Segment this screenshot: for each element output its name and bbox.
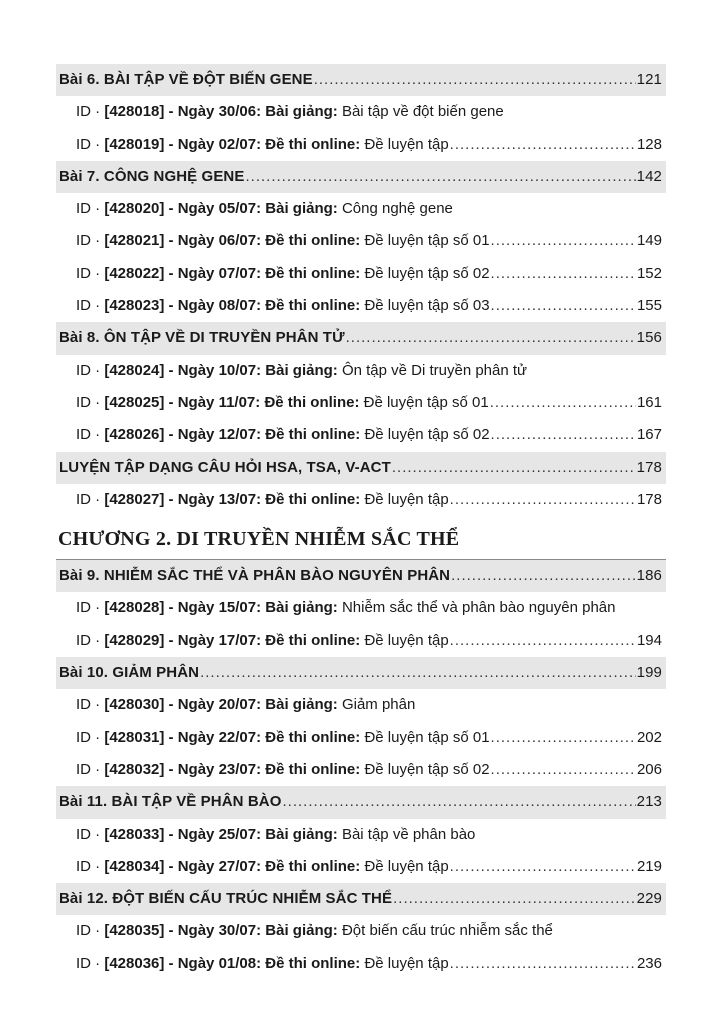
lesson-title: Bài 10. GIẢM PHÂN (59, 664, 200, 682)
page-number: 142 (636, 167, 662, 185)
entry-title (76, 225, 490, 257)
entry-text: Bài tập về đột biến gene (337, 103, 504, 121)
dot-leader (392, 452, 636, 484)
dot-leader (393, 883, 636, 915)
entry-title (76, 851, 449, 883)
page-number: 229 (636, 890, 662, 908)
dot-leader (450, 948, 636, 980)
toc-entry-row[interactable] (56, 915, 666, 947)
page-number: 202 (636, 728, 662, 746)
entry-date: - Ngày 25/07: (164, 825, 262, 843)
entry-date: - Ngày 06/07: (164, 232, 262, 250)
entry-kind: Bài giảng: (261, 599, 338, 617)
lesson-title: Bài 12. ĐỘT BIẾN CẤU TRÚC NHIỄM SẮC THỂ (59, 890, 393, 908)
entry-text: Đề luyện tập số 02 (360, 760, 490, 778)
entry-id-label: ID · (76, 200, 105, 218)
entry-date: - Ngày 01/08: (164, 954, 262, 972)
entry-kind: Bài giảng: (261, 200, 338, 218)
toc-lesson-row[interactable] (56, 883, 666, 915)
entry-title (76, 258, 490, 290)
toc-entry-row[interactable] (56, 948, 666, 980)
entry-id-label: ID · (76, 922, 105, 940)
entry-kind: Đề thi online: (261, 728, 361, 746)
toc-lesson-row[interactable] (56, 560, 666, 592)
entry-id-code: [428018] (104, 103, 165, 121)
page-number: 219 (636, 857, 662, 875)
toc-entry-row[interactable] (56, 754, 666, 786)
page-number: 128 (636, 135, 662, 153)
entry-id-code: [428035] (104, 922, 165, 940)
entry-id-code: [428029] (104, 631, 165, 649)
entry-id-code: [428026] (104, 426, 165, 444)
toc-lesson-row[interactable] (56, 786, 666, 818)
lesson-title: Bài 11. BÀI TẬP VỀ PHÂN BÀO (59, 793, 282, 811)
entry-date: - Ngày 30/06: (164, 103, 262, 121)
entry-text: Bài tập về phân bào (337, 825, 476, 843)
entry-date: - Ngày 11/07: (164, 393, 261, 411)
entry-title (76, 355, 527, 387)
toc-lesson-row[interactable] (56, 64, 666, 96)
toc-entry-row[interactable] (56, 258, 666, 290)
toc-entry-row[interactable] (56, 689, 666, 721)
page-number: 161 (636, 393, 662, 411)
entry-date: - Ngày 15/07: (164, 599, 262, 617)
dot-leader (200, 657, 636, 689)
toc-lesson-row[interactable] (56, 657, 666, 689)
entry-title (76, 419, 490, 451)
entry-id-label: ID · (76, 361, 105, 379)
page-number: 152 (636, 264, 662, 282)
dot-leader (491, 258, 636, 290)
entry-kind: Bài giảng: (261, 361, 338, 379)
entry-id-label: ID · (76, 232, 105, 250)
entry-text: Đề luyện tập (360, 954, 449, 972)
entry-id-label: ID · (76, 631, 105, 649)
entry-title (76, 96, 504, 128)
entry-text: Đề luyện tập số 01 (360, 728, 490, 746)
lesson-title: Bài 7. CÔNG NGHỆ GENE (59, 167, 245, 185)
entry-id-code: [428034] (104, 857, 165, 875)
entry-text: Đề luyện tập (360, 857, 449, 875)
toc-entry-row[interactable] (56, 625, 666, 657)
entry-date: - Ngày 17/07: (164, 631, 262, 649)
page-number: 149 (636, 232, 662, 250)
entry-title (76, 129, 449, 161)
entry-id-label: ID · (76, 825, 105, 843)
dot-leader (450, 129, 636, 161)
entry-id-label: ID · (76, 103, 105, 121)
entry-id-code: [428024] (104, 361, 165, 379)
entry-id-code: [428032] (104, 760, 165, 778)
entry-id-code: [428025] (104, 393, 165, 411)
page-number: 167 (636, 426, 662, 444)
entry-text: Đề luyện tập (360, 490, 449, 508)
toc-entry-row[interactable] (56, 851, 666, 883)
entry-text: Đề luyện tập (360, 631, 449, 649)
page-number: 156 (636, 329, 662, 347)
dot-leader (491, 290, 636, 322)
entry-date: - Ngày 13/07: (164, 490, 262, 508)
entry-id-code: [428033] (104, 825, 165, 843)
entry-kind: Bài giảng: (261, 922, 338, 940)
dot-leader (450, 851, 636, 883)
entry-kind: Đề thi online: (261, 954, 361, 972)
dot-leader (314, 64, 636, 96)
entry-id-code: [428022] (104, 264, 165, 282)
page-number: 206 (636, 760, 662, 778)
toc-entry-row[interactable] (56, 225, 666, 257)
entry-text: Ôn tập về Di truyền phân tử (337, 361, 528, 379)
entry-title (76, 722, 490, 754)
entry-text: Đột biến cấu trúc nhiễm sắc thể (337, 922, 553, 940)
dot-leader (346, 322, 636, 354)
entry-text: Đề luyện tập số 01 (360, 232, 490, 250)
entry-date: - Ngày 27/07: (164, 857, 262, 875)
entry-id-code: [428021] (104, 232, 165, 250)
entry-text: Đề luyện tập số 01 (359, 393, 489, 411)
entry-id-label: ID · (76, 135, 105, 153)
entry-date: - Ngày 30/07: (164, 922, 262, 940)
entry-id-label: ID · (76, 857, 105, 875)
entry-id-label: ID · (76, 728, 105, 746)
table-of-contents (56, 64, 666, 980)
entry-id-code: [428030] (104, 696, 165, 714)
entry-id-code: [428031] (104, 728, 165, 746)
lesson-title: Bài 9. NHIỄM SẮC THỂ VÀ PHÂN BÀO NGUYÊN PHÂN (59, 567, 451, 585)
entry-text: Đề luyện tập số 02 (360, 426, 490, 444)
toc-entry-row[interactable] (56, 193, 666, 225)
entry-text: Nhiễm sắc thể và phân bào nguyên phân (337, 599, 616, 617)
entry-date: - Ngày 02/07: (164, 135, 262, 153)
entry-date: - Ngày 23/07: (164, 760, 262, 778)
entry-id-code: [428027] (104, 490, 165, 508)
entry-kind: Đề thi online: (261, 232, 361, 250)
toc-lesson-row[interactable] (56, 322, 666, 354)
lesson-title: LUYỆN TẬP DẠNG CÂU HỎI HSA, TSA, V-ACT (59, 458, 391, 476)
toc-lesson-row[interactable] (56, 161, 666, 193)
entry-date: - Ngày 05/07: (164, 200, 262, 218)
entry-kind: Bài giảng: (261, 825, 338, 843)
toc-lesson-row[interactable] (56, 452, 666, 484)
entry-title (76, 290, 490, 322)
dot-leader (491, 722, 636, 754)
page-number: 186 (636, 567, 662, 585)
dot-leader (491, 754, 636, 786)
entry-id-code: [428020] (104, 200, 165, 218)
page-number: 194 (636, 631, 662, 649)
entry-id-code: [428036] (104, 954, 165, 972)
entry-kind: Đề thi online: (261, 264, 361, 282)
entry-text: Đề luyện tập số 02 (360, 264, 490, 282)
toc-entry-row[interactable] (56, 96, 666, 128)
lesson-title: Bài 6. BÀI TẬP VỀ ĐỘT BIẾN GENE (59, 71, 313, 88)
entry-title (76, 193, 453, 225)
dot-leader (491, 225, 636, 257)
entry-id-label: ID · (76, 760, 105, 778)
entry-id-label: ID · (76, 490, 105, 508)
entry-id-code: [428019] (104, 135, 165, 153)
entry-date: - Ngày 20/07: (164, 696, 262, 714)
entry-date: - Ngày 10/07: (164, 361, 262, 379)
toc-entry-row[interactable] (56, 290, 666, 322)
dot-leader (490, 387, 636, 419)
entry-kind: Đề thi online: (261, 857, 361, 875)
page-number: 213 (636, 793, 662, 811)
dot-leader (282, 786, 635, 818)
entry-kind: Đề thi online: (260, 393, 360, 411)
entry-kind: Đề thi online: (261, 426, 361, 444)
page-number: 178 (636, 458, 662, 476)
dot-leader (450, 625, 636, 657)
entry-date: - Ngày 22/07: (164, 728, 262, 746)
toc-entry-row[interactable] (56, 484, 666, 516)
toc-entry-row[interactable] (56, 722, 666, 754)
entry-title (76, 484, 449, 516)
entry-id-label: ID · (76, 426, 105, 444)
entry-id-label: ID · (76, 954, 105, 972)
entry-title (76, 819, 475, 851)
page-number: 121 (636, 71, 662, 88)
entry-date: - Ngày 08/07: (164, 297, 262, 315)
entry-kind: Đề thi online: (261, 760, 361, 778)
entry-id-label: ID · (76, 696, 105, 714)
dot-leader (491, 419, 636, 451)
entry-date: - Ngày 12/07: (164, 426, 262, 444)
entry-id-code: [428023] (104, 297, 165, 315)
entry-title (76, 948, 449, 980)
entry-date: - Ngày 07/07: (164, 264, 262, 282)
entry-id-label: ID · (76, 599, 105, 617)
entry-id-label: ID · (76, 297, 105, 315)
toc-entry-row[interactable] (56, 419, 666, 451)
page-number: 178 (636, 490, 662, 508)
entry-id-label: ID · (76, 393, 105, 411)
page-number: 236 (636, 954, 662, 972)
entry-title (76, 754, 490, 786)
chapter-heading: CHƯƠNG 2. DI TRUYỀN NHIỄM SẮC THỂ (56, 516, 666, 560)
entry-kind: Bài giảng: (261, 696, 338, 714)
entry-title (76, 387, 489, 419)
page-number: 199 (636, 664, 662, 682)
dot-leader (245, 161, 635, 193)
entry-kind: Đề thi online: (261, 297, 361, 315)
entry-kind: Đề thi online: (261, 135, 361, 153)
entry-title (76, 625, 449, 657)
entry-text: Đề luyện tập (360, 135, 449, 153)
entry-text: Đề luyện tập số 03 (360, 297, 490, 315)
toc-entry-row[interactable] (56, 387, 666, 419)
entry-kind: Đề thi online: (261, 631, 361, 649)
toc-entry-row[interactable] (56, 355, 666, 387)
entry-title (76, 915, 553, 947)
entry-kind: Đề thi online: (261, 490, 361, 508)
entry-title (76, 689, 415, 721)
page-number: 155 (636, 297, 662, 315)
entry-text: Công nghệ gene (337, 200, 453, 218)
lesson-title: Bài 8. ÔN TẬP VỀ DI TRUYỀN PHÂN TỬ (59, 329, 345, 347)
toc-entry-row[interactable] (56, 819, 666, 851)
toc-entry-row[interactable] (56, 592, 666, 624)
entry-text: Giảm phân (337, 696, 416, 714)
entry-id-label: ID · (76, 264, 105, 282)
toc-entry-row[interactable] (56, 129, 666, 161)
dot-leader (451, 560, 636, 592)
dot-leader (450, 484, 636, 516)
entry-title (76, 592, 615, 624)
entry-id-code: [428028] (104, 599, 165, 617)
entry-kind: Bài giảng: (261, 103, 338, 121)
